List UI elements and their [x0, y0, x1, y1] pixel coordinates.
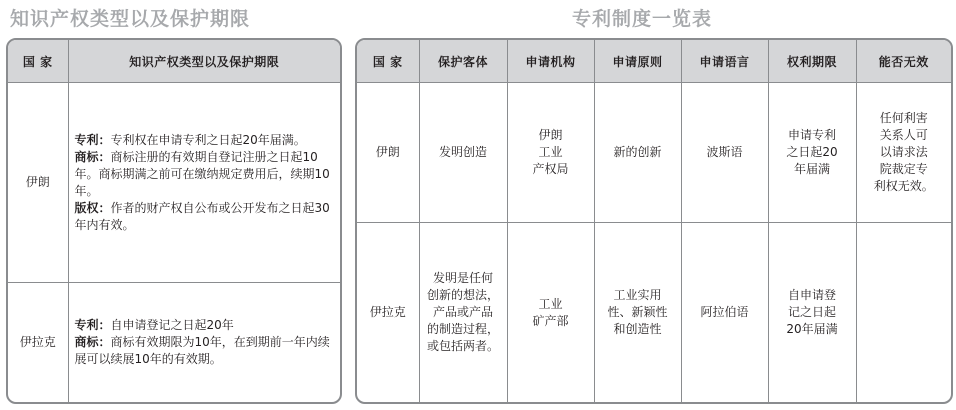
ip-item: 商标：商标注册的有效期自登记注册之日起10年。商标期满之前可在缴纳规定费用后，续期10年。	[74, 149, 330, 198]
patent-system-table	[357, 40, 951, 402]
term-cell: 自申请登 记之日起 20年届满	[768, 223, 856, 403]
header-language: 申请语言	[681, 40, 768, 83]
ip-types-cell	[68, 83, 340, 283]
agency-cell: 伊朗 工业 产权局	[507, 83, 594, 223]
country-cell: 伊拉克	[357, 223, 419, 403]
header-invalidation: 能否无效	[856, 40, 951, 83]
header-protection-object: 保护客体	[419, 40, 507, 83]
principle-cell: 新的创新	[594, 83, 681, 223]
language-cell: 阿拉伯语	[681, 223, 768, 403]
table-row	[357, 83, 951, 223]
protection-object-cell: 发明是任何 创新的想法， 产品或产品 的制造过程， 或包括两者。	[419, 223, 507, 403]
invalidation-cell	[856, 223, 951, 403]
ip-item: 专利：专利权在申请专利之日起20年届满。	[74, 132, 306, 147]
table-header-row	[8, 40, 340, 83]
ip-item: 版权：作者的财产权自公布或公开发布之日起30年内有效。	[74, 200, 330, 232]
ip-types-table	[8, 40, 340, 402]
ip-item: 专利：自申请登记之日起20年	[74, 318, 234, 332]
ip-types-cell	[68, 283, 340, 403]
ip-types-table-panel	[6, 38, 342, 404]
country-cell: 伊拉克	[8, 283, 68, 403]
agency-cell: 工业 矿产部	[507, 223, 594, 403]
right-section-title: 专利制度一览表	[572, 8, 713, 30]
patent-system-table-panel	[355, 38, 953, 404]
header-agency: 申请机构	[507, 40, 594, 83]
country-cell: 伊朗	[357, 83, 419, 223]
invalidation-cell: 任何利害 关系人可 以请求法 院裁定专 利权无效。	[856, 83, 951, 223]
table-row	[8, 83, 340, 283]
term-cell: 申请专利 之日起20 年届满	[768, 83, 856, 223]
protection-object-cell: 发明创造	[419, 83, 507, 223]
left-section-title: 知识产权类型以及保护期限	[10, 8, 251, 30]
ip-item: 商标：商标有效期限为10年，在到期前一年内续展可以续展10年的有效期。	[74, 335, 330, 366]
header-ip-types: 知识产权类型以及保护期限	[68, 40, 340, 83]
principle-cell: 工业实用 性、新颖性 和创造性	[594, 223, 681, 403]
header-principle: 申请原则	[594, 40, 681, 83]
header-term: 权利期限	[768, 40, 856, 83]
table-header-row	[357, 40, 951, 83]
header-country: 国 家	[357, 40, 419, 83]
language-cell: 波斯语	[681, 83, 768, 223]
table-row	[8, 283, 340, 403]
table-row	[357, 223, 951, 403]
country-cell: 伊朗	[8, 83, 68, 283]
header-country: 国 家	[8, 40, 68, 83]
